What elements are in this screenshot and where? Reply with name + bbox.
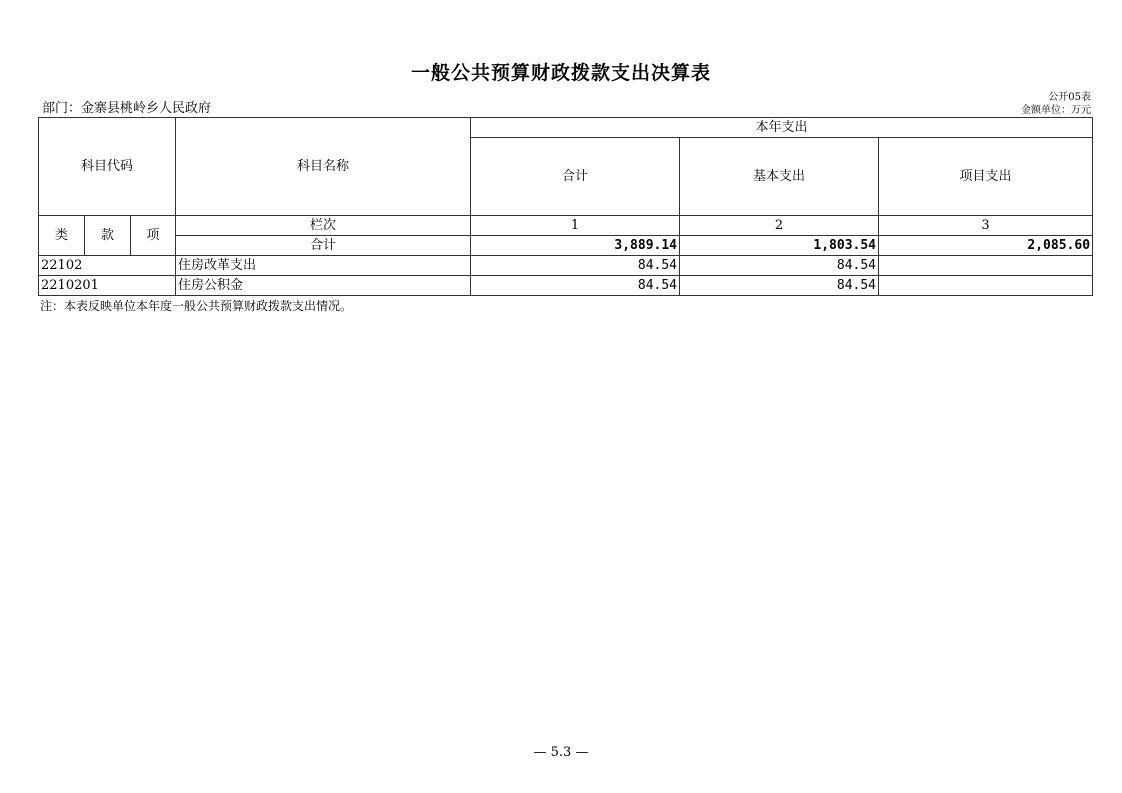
row-name: 住房改革支出 bbox=[176, 256, 471, 276]
form-number: 公开05表 bbox=[1048, 92, 1091, 103]
amount-unit: 金额单位：万元 bbox=[1021, 105, 1091, 116]
header-current-year: 本年支出 bbox=[471, 118, 1093, 138]
table-note: 注：本表反映单位本年度一般公共预算财政拨款支出情况。 bbox=[40, 299, 353, 313]
column-number-3: 3 bbox=[879, 216, 1093, 236]
table-row bbox=[39, 256, 1093, 276]
row-project bbox=[879, 276, 1093, 296]
header-lei: 类 bbox=[39, 216, 85, 256]
total-basic-amount: 1,803.54 bbox=[680, 236, 879, 256]
total-label: 合计 bbox=[176, 236, 471, 256]
row-code: 22102 bbox=[39, 256, 176, 276]
department-label: 部门：金寨县桃岭乡人民政府 bbox=[42, 101, 212, 116]
row-total: 84.54 bbox=[471, 276, 680, 296]
expenditure-table bbox=[38, 117, 1093, 296]
page-title: 一般公共预算财政拨款支出决算表 bbox=[410, 62, 711, 84]
header-basic: 基本支出 bbox=[680, 138, 879, 216]
row-name: 住房公积金 bbox=[176, 276, 471, 296]
total-amount: 3,889.14 bbox=[471, 236, 680, 256]
header-subject-name: 科目名称 bbox=[176, 118, 471, 216]
row-total: 84.54 bbox=[471, 256, 680, 276]
row-project bbox=[879, 256, 1093, 276]
total-project-amount: 2,085.60 bbox=[879, 236, 1093, 256]
row-code: 2210201 bbox=[39, 276, 176, 296]
header-xiang: 项 bbox=[131, 216, 176, 256]
column-number-2: 2 bbox=[680, 216, 879, 236]
row-basic: 84.54 bbox=[680, 276, 879, 296]
page-number: — 5.3 — bbox=[533, 745, 589, 760]
header-column-no: 栏次 bbox=[176, 216, 471, 236]
column-number-1: 1 bbox=[471, 216, 680, 236]
header-project: 项目支出 bbox=[879, 138, 1093, 216]
table-row bbox=[39, 276, 1093, 296]
header-total: 合计 bbox=[471, 138, 680, 216]
header-kuan: 款 bbox=[85, 216, 131, 256]
row-basic: 84.54 bbox=[680, 256, 879, 276]
total-row bbox=[39, 236, 1093, 256]
header-subject-code: 科目代码 bbox=[39, 118, 176, 216]
